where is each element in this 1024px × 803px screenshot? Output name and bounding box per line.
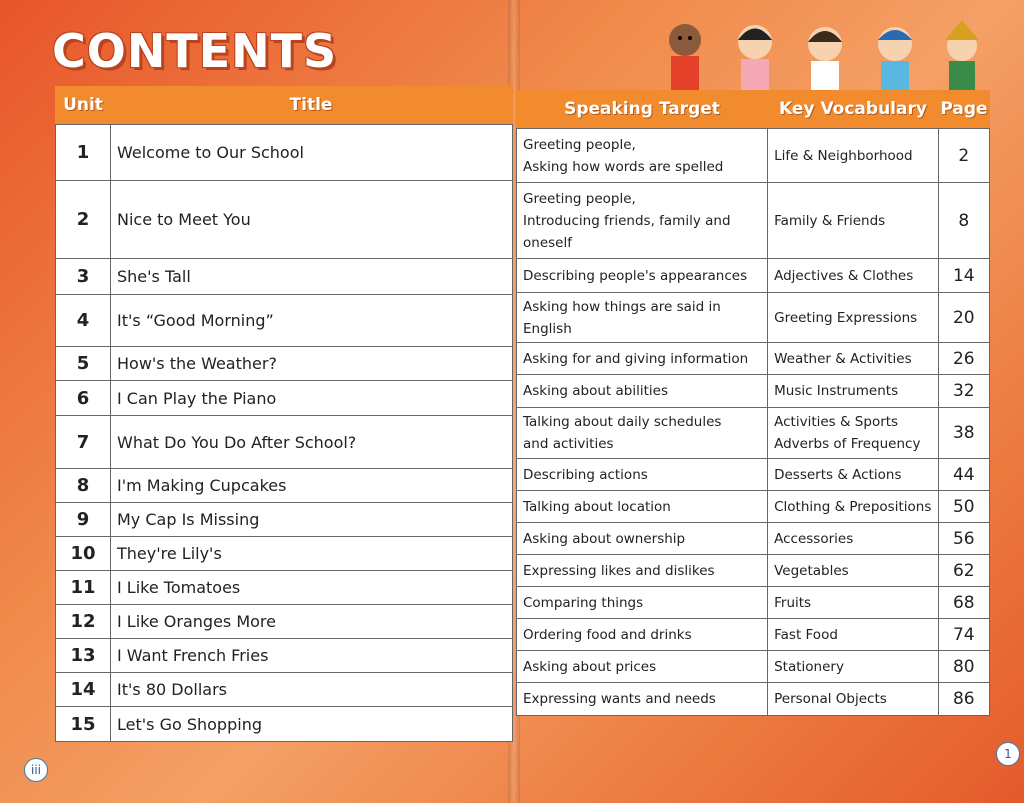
key-vocabulary-line: Activities & Sports — [774, 414, 899, 430]
unit-number: 7 — [56, 416, 111, 469]
speaking-target — [517, 129, 768, 183]
unit-title: How's the Weather? — [111, 347, 513, 381]
unit-number: 9 — [56, 503, 111, 537]
kid-1-icon — [669, 24, 701, 90]
speaking-target-line: Asking how words are spelled — [523, 158, 724, 175]
speaking-target-line: Asking about prices — [523, 658, 657, 675]
table-row — [56, 295, 513, 347]
speaking-target-line: oneself — [523, 234, 572, 251]
table-row — [517, 343, 990, 375]
key-vocabulary-line: Fast Food — [774, 626, 838, 643]
speaking-target-line: and activities — [523, 436, 614, 452]
table-row — [517, 491, 990, 523]
speaking-target-line: Ordering food and drinks — [523, 626, 692, 643]
speaking-target — [517, 651, 768, 683]
speaking-target-line: Describing actions — [523, 466, 648, 483]
key-vocabulary — [768, 343, 938, 375]
page-number: 26 — [938, 343, 989, 375]
key-vocabulary-line: Vegetables — [774, 562, 849, 579]
table-row — [56, 381, 513, 416]
page-number: 38 — [938, 408, 989, 459]
unit-title: I Like Oranges More — [111, 605, 513, 639]
left-header — [55, 86, 513, 124]
unit-title: It's “Good Morning” — [111, 295, 513, 347]
page-number: 74 — [938, 619, 989, 651]
header-unit: Unit — [63, 95, 103, 115]
speaking-target-line: Asking about ownership — [523, 530, 686, 547]
page-number: 44 — [938, 459, 989, 491]
key-vocabulary — [768, 651, 938, 683]
key-vocabulary-line: Adjectives & Clothes — [774, 267, 914, 284]
table-row — [56, 416, 513, 469]
key-vocabulary-line: Personal Objects — [774, 691, 887, 707]
table-row — [517, 129, 990, 183]
key-vocabulary-line: Fruits — [774, 594, 812, 611]
page-number: 14 — [938, 259, 989, 293]
speaking-target-line: Expressing wants and needs — [523, 691, 716, 707]
key-vocabulary-line: Stationery — [774, 658, 844, 675]
table-row — [517, 375, 990, 408]
speaking-target-line: Greeting people, — [523, 190, 636, 207]
unit-number: 11 — [56, 571, 111, 605]
page-number: 62 — [938, 555, 989, 587]
table-row — [517, 683, 990, 716]
key-vocabulary-line: Clothing & Prepositions — [774, 498, 932, 515]
unit-title: I Like Tomatoes — [111, 571, 513, 605]
key-vocabulary-line: Family & Friends — [774, 212, 886, 229]
unit-number: 15 — [56, 707, 111, 742]
key-vocabulary — [768, 293, 938, 343]
unit-number: 1 — [56, 125, 111, 181]
speaking-target — [517, 375, 768, 408]
unit-number: 3 — [56, 259, 111, 295]
page-number: 50 — [938, 491, 989, 523]
unit-number: 2 — [56, 181, 111, 259]
units-detail-table — [516, 128, 990, 716]
key-vocabulary-line: Greeting Expressions — [774, 309, 918, 326]
page-number-left: iii — [24, 758, 48, 782]
speaking-target — [517, 683, 768, 716]
page-number: 80 — [938, 651, 989, 683]
table-row — [56, 347, 513, 381]
table-row — [517, 619, 990, 651]
unit-title: My Cap Is Missing — [111, 503, 513, 537]
key-vocabulary — [768, 259, 938, 293]
header-title: Title — [289, 95, 333, 115]
kid-2-icon — [738, 25, 772, 92]
key-vocabulary — [768, 619, 938, 651]
key-vocabulary — [768, 183, 938, 259]
table-row — [56, 673, 513, 707]
table-row — [517, 408, 990, 459]
right-header — [516, 90, 990, 128]
unit-title: It's 80 Dollars — [111, 673, 513, 707]
table-row — [517, 523, 990, 555]
header-key-vocabulary: Key Vocabulary — [779, 99, 927, 119]
speaking-target-line: Asking about abilities — [523, 383, 668, 399]
page-number-right: 1 — [996, 742, 1020, 766]
unit-number: 4 — [56, 295, 111, 347]
table-row — [56, 537, 513, 571]
table-row — [56, 639, 513, 673]
table-row — [517, 259, 990, 293]
speaking-target-line: English — [523, 320, 572, 337]
key-vocabulary — [768, 129, 938, 183]
unit-number: 10 — [56, 537, 111, 571]
speaking-target-line: Comparing things — [523, 594, 644, 611]
speaking-target — [517, 343, 768, 375]
table-row — [56, 707, 513, 742]
page-number: 8 — [938, 183, 989, 259]
speaking-target-line: Talking about daily schedules — [523, 414, 722, 430]
page-title: CONTENTS — [52, 24, 338, 78]
key-vocabulary-line: Desserts & Actions — [774, 466, 902, 483]
kid-4-icon — [878, 27, 912, 92]
table-row — [517, 651, 990, 683]
key-vocabulary — [768, 375, 938, 408]
unit-title: I Want French Fries — [111, 639, 513, 673]
speaking-target-line: Expressing likes and dislikes — [523, 562, 715, 579]
unit-title: Nice to Meet You — [111, 181, 513, 259]
unit-number: 14 — [56, 673, 111, 707]
unit-number: 5 — [56, 347, 111, 381]
speaking-target — [517, 183, 768, 259]
unit-title: I Can Play the Piano — [111, 381, 513, 416]
speaking-target-line: Asking for and giving information — [523, 350, 749, 367]
unit-title: Let's Go Shopping — [111, 707, 513, 742]
unit-title: What Do You Do After School? — [111, 416, 513, 469]
unit-number: 12 — [56, 605, 111, 639]
speaking-target-line: Introducing friends, family and — [523, 212, 731, 229]
key-vocabulary-line: Life & Neighborhood — [774, 147, 913, 164]
unit-title: They're Lily's — [111, 537, 513, 571]
unit-title: She's Tall — [111, 259, 513, 295]
table-row — [56, 125, 513, 181]
speaking-target — [517, 555, 768, 587]
kid-5-icon — [945, 20, 979, 92]
key-vocabulary — [768, 408, 938, 459]
kid-3-icon — [808, 27, 842, 92]
page-number: 20 — [938, 293, 989, 343]
table-row — [56, 259, 513, 295]
header-speaking-target: Speaking Target — [564, 99, 720, 119]
speaking-target — [517, 259, 768, 293]
key-vocabulary — [768, 555, 938, 587]
unit-number: 8 — [56, 469, 111, 503]
page-number: 56 — [938, 523, 989, 555]
key-vocabulary — [768, 587, 938, 619]
table-row — [517, 587, 990, 619]
table-row — [517, 293, 990, 343]
speaking-target — [517, 408, 768, 459]
key-vocabulary — [768, 683, 938, 716]
table-row — [517, 555, 990, 587]
speaking-target-line: Asking how things are said in — [523, 298, 721, 315]
table-row — [56, 181, 513, 259]
kids-illustration — [640, 12, 1000, 92]
speaking-target — [517, 523, 768, 555]
unit-title: I'm Making Cupcakes — [111, 469, 513, 503]
key-vocabulary — [768, 459, 938, 491]
speaking-target — [517, 459, 768, 491]
speaking-target-line: Talking about location — [523, 498, 671, 515]
units-title-table — [55, 124, 513, 742]
page-number: 2 — [938, 129, 989, 183]
key-vocabulary-line: Adverbs of Frequency — [774, 436, 921, 452]
page-number: 86 — [938, 683, 989, 716]
unit-number: 6 — [56, 381, 111, 416]
key-vocabulary — [768, 491, 938, 523]
speaking-target-line: Greeting people, — [523, 136, 636, 153]
table-row — [56, 469, 513, 503]
key-vocabulary — [768, 523, 938, 555]
header-page: Page — [940, 99, 988, 119]
key-vocabulary-line: Music Instruments — [774, 383, 899, 399]
speaking-target-line: Describing people's appearances — [523, 267, 748, 284]
key-vocabulary-line: Weather & Activities — [774, 350, 912, 367]
speaking-target — [517, 293, 768, 343]
table-row — [56, 605, 513, 639]
page-number: 32 — [938, 375, 989, 408]
speaking-target — [517, 619, 768, 651]
table-row — [56, 571, 513, 605]
unit-number: 13 — [56, 639, 111, 673]
table-row — [517, 183, 990, 259]
key-vocabulary-line: Accessories — [774, 530, 854, 547]
table-row — [517, 459, 990, 491]
table-row — [56, 503, 513, 537]
speaking-target — [517, 491, 768, 523]
unit-title: Welcome to Our School — [111, 125, 513, 181]
speaking-target — [517, 587, 768, 619]
page-number: 68 — [938, 587, 989, 619]
